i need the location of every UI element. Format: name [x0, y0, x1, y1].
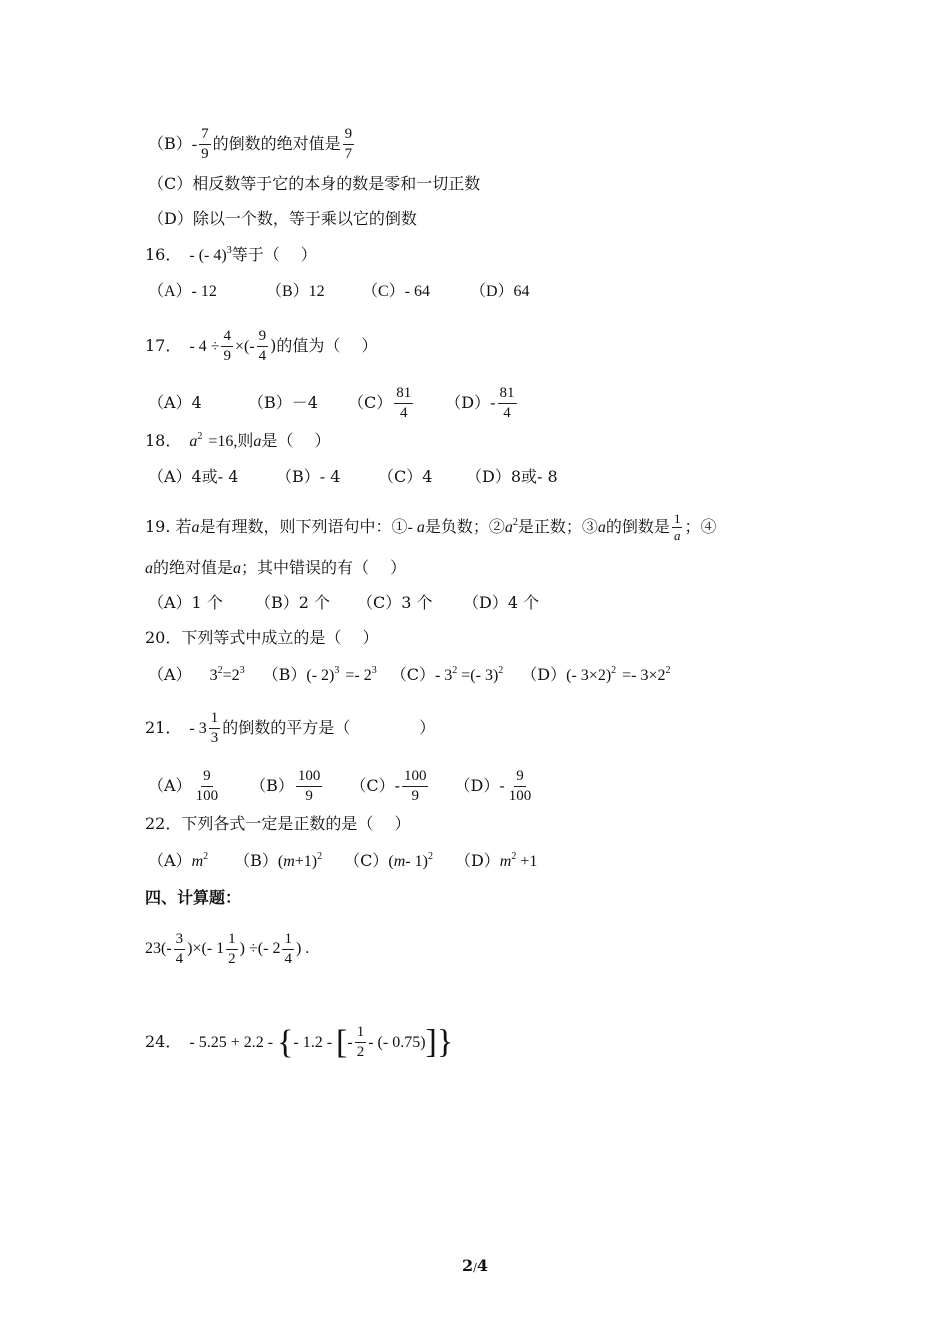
q22-options [148, 851, 537, 872]
q20-option-c-label: （C） [390, 665, 435, 684]
q21-f-num: 1 [209, 710, 221, 729]
page-total: 4 [476, 1256, 488, 1275]
q19-option-a: （A）1 个 [148, 593, 223, 612]
q19-line-2 [145, 558, 406, 579]
q21-option-c-label: （C）- [350, 776, 400, 795]
q15-b-mid-text: 的倒数的绝对值是 [212, 134, 341, 153]
q19-l1-a: 19. 若 [145, 517, 192, 536]
q15-option-d: （D）除以一个数，等于乘以它的倒数 [148, 209, 417, 228]
q24-bracket-close: ] [425, 1023, 437, 1061]
q19-var-1: a [191, 519, 200, 536]
q20-c-expr2: =(- 3) [461, 667, 499, 684]
q23-fraction-1 [174, 931, 186, 968]
page-number [462, 1256, 488, 1278]
q24-brace-open: { [277, 1023, 294, 1061]
q21-d-den: 100 [508, 788, 532, 804]
q21-a-den: 100 [195, 788, 219, 804]
q17-fraction-1 [221, 328, 233, 365]
q21-c-den: 9 [411, 788, 419, 804]
q22-c-exp: 2 [427, 851, 433, 862]
q20-options [148, 665, 671, 686]
q17-tail: )的值为（ ） [270, 336, 378, 355]
q19-line-1 [145, 512, 716, 543]
q22-c-post: - 1) [405, 853, 428, 870]
q17-d-num: 81 [498, 385, 517, 404]
q16-option-c: （C）- 64 [362, 283, 431, 300]
q21-number: 21． [145, 718, 182, 737]
q20-option-a-label: （A） [148, 665, 192, 684]
q23-f1-num: 3 [174, 931, 186, 950]
q20-a-expr2: =2 [222, 667, 240, 684]
q16-option-a: （A）- 12 [148, 283, 217, 300]
q18-option-b: （B）- 4 [276, 467, 341, 486]
q16-options [148, 282, 530, 302]
q23-fraction-3 [282, 931, 294, 968]
q22-c-var: m [393, 853, 406, 870]
q16-tail: 等于（ ） [231, 245, 317, 264]
q17-f1-den: 9 [223, 348, 231, 364]
q20-d-expr2: =- 3×2 [622, 667, 666, 684]
q18-eq: =16, [208, 433, 238, 450]
q23-expression [145, 931, 309, 968]
q16-exp: 3 [226, 245, 232, 256]
q19-l1-e: 是正数；③ [517, 517, 598, 536]
q19-option-c: （C）3 个 [357, 593, 433, 612]
section-4-title: 四、计算题： [145, 888, 242, 907]
q22-c-pre: ( [388, 853, 394, 870]
q20-b-e1: 3 [334, 665, 340, 676]
q17-number: 17． [145, 336, 182, 355]
q18-options [148, 467, 558, 487]
q20-d-e1: 2 [611, 665, 617, 676]
q20-a-expr1: 3 [209, 667, 218, 684]
q19-frac-num: 1 [673, 511, 681, 526]
q17-option-a: （A）4 [148, 393, 202, 412]
q20-b-expr2: =- 2 [345, 667, 372, 684]
q23-p1: (- [161, 940, 172, 958]
q20-b-expr1: (- 2) [306, 667, 335, 684]
q19-l1-d: 是负数；② [424, 517, 505, 536]
q19-l1-g: ；④ [684, 517, 717, 536]
q22-option-c-label: （C） [344, 851, 389, 870]
q19-l2-a: 的绝对值是 [153, 558, 234, 577]
q22-b-pre: ( [277, 853, 284, 870]
q23-fraction-2 [226, 931, 238, 968]
q19-exp: 2 [512, 517, 518, 528]
q19-fraction [672, 512, 683, 543]
q19-var-4: a [597, 519, 606, 536]
q21-option-a-fraction [194, 768, 221, 805]
q17-options [148, 385, 519, 422]
q21-option-d-label: （D）- [454, 776, 505, 795]
q24-p4: - (- 0.75) [368, 1034, 426, 1051]
q23-p2: )×(- 1 [187, 940, 225, 958]
q23-f1-den: 4 [175, 951, 184, 967]
q15-b-f1-den: 9 [201, 146, 209, 162]
q17-fraction-2 [257, 328, 269, 365]
q18-question [145, 431, 331, 452]
q23-p3: ) ÷(- 2 [239, 940, 281, 958]
q17-f2-den: 4 [258, 348, 267, 364]
q18-number: 18． [145, 431, 182, 450]
q18-var2: a [253, 433, 262, 450]
q24-p1: - 5.25 + 2.2 - [189, 1034, 274, 1051]
q17-option-d-fraction [498, 385, 517, 422]
q19-var-5: a [145, 560, 153, 577]
q22-question: 22．下列各式一定是正数的是（ ） [145, 814, 411, 833]
q15-b-fraction-2 [343, 126, 355, 163]
q20-a-e2: 3 [239, 665, 245, 676]
q19-l1-c: - [407, 519, 417, 536]
q21-option-a-label: （A） [148, 776, 192, 795]
q15-b-label: （B） [148, 134, 192, 153]
q21-option-d-fraction [507, 768, 534, 805]
q21-a-num: 9 [201, 768, 213, 787]
q20-c-expr1: - 3 [434, 667, 453, 684]
q17-f1-num: 4 [221, 328, 233, 347]
q23-f2-num: 1 [226, 931, 238, 950]
q19-option-b: （B）2 个 [255, 593, 331, 612]
q17-d-den: 4 [503, 405, 511, 421]
q19-l1-b: 是有理数，则下列语句中：① [199, 517, 408, 536]
q19-var-6: a [233, 560, 242, 577]
q23-number: 23 [145, 940, 161, 958]
q20-option-d-label: （D） [521, 665, 567, 684]
q16-number: 16． [145, 245, 182, 264]
q23-p4: ) . [295, 940, 310, 958]
q23-f3-num: 1 [282, 931, 294, 950]
q24-p3: - [347, 1034, 353, 1051]
q20-option-b-label: （B） [262, 665, 307, 684]
q15-b-f2-den: 7 [344, 146, 353, 162]
q15-b-f2-num: 9 [343, 126, 355, 145]
q24-bracket-open: [ [336, 1023, 348, 1061]
q15-b-minus: - [191, 136, 198, 153]
q24-f-den: 2 [356, 1044, 365, 1060]
q21-option-b-label: （B） [250, 776, 294, 795]
q20-d-e2: 2 [665, 665, 671, 676]
q21-c-num: 100 [402, 768, 429, 787]
q22-b-var: m [283, 853, 295, 870]
q18-option-d: （D）8或- 8 [466, 467, 558, 486]
q22-option-d-label: （D） [454, 851, 500, 870]
q24-fraction [355, 1024, 367, 1061]
q16-expr: - (- 4) [189, 247, 227, 264]
q17-option-b: （B）－4 [248, 393, 318, 412]
q23-f3-den: 4 [284, 951, 292, 967]
q24-number: 24． [145, 1032, 182, 1051]
q21-question [145, 710, 435, 747]
q24-f-num: 1 [355, 1024, 367, 1043]
q18-tail: 是（ ） [261, 431, 331, 450]
q17-c-den: 4 [400, 405, 408, 421]
q17-option-c-label: （C） [348, 393, 393, 412]
q21-b-den: 9 [305, 788, 313, 804]
q22-a-exp: 2 [203, 851, 209, 862]
q21-pre: - 3 [189, 720, 207, 737]
q21-options [148, 768, 535, 805]
q15-option-b [148, 126, 356, 163]
q16-option-b: （B）12 [266, 283, 325, 300]
q21-d-num: 9 [514, 768, 526, 787]
q23-f2-den: 2 [228, 951, 236, 967]
q15-option-c: （C）相反数等于它的本身的数是零和一切正数 [148, 174, 481, 193]
q20-a-e1: 2 [217, 665, 223, 676]
q18-option-c: （C）4 [378, 467, 433, 486]
q21-tail: 的倒数的平方是（ ） [222, 718, 436, 737]
q22-b-post: +1) [294, 853, 318, 870]
q20-c-e2: 2 [498, 665, 504, 676]
q22-option-b-label: （B） [234, 851, 278, 870]
q20-b-e2: 3 [371, 665, 377, 676]
q20-question: 20．下列等式中成立的是（ ） [145, 628, 379, 647]
q19-options [148, 593, 539, 613]
q16-question [145, 245, 317, 266]
q19-l2-b: ；其中错误的有（ ） [241, 558, 407, 577]
q15-b-fraction-1 [199, 126, 211, 163]
q18-exp: 2 [197, 431, 203, 442]
q21-option-c-fraction [402, 768, 429, 805]
q15-b-f1-num: 7 [199, 126, 211, 145]
q19-frac-den: a [673, 528, 681, 543]
q16-option-d: （D）64 [470, 283, 530, 300]
q22-d-exp: 2 [511, 851, 517, 862]
q17-option-c-fraction [394, 385, 413, 422]
q20-c-e1: 2 [452, 665, 458, 676]
q21-f-den: 3 [210, 730, 219, 746]
q24-p2: - 1.2 - [293, 1034, 333, 1051]
q22-option-a-label: （A） [148, 851, 192, 870]
q19-l1-f: 的倒数是 [605, 517, 670, 536]
q22-d-var: m [499, 853, 512, 870]
q24-expression [145, 1024, 453, 1061]
q21-b-num: 100 [296, 768, 323, 787]
q21-option-b-fraction [296, 768, 323, 805]
q18-var: a [189, 433, 198, 450]
q19-var-2: a [416, 519, 425, 536]
page-current: 2 [462, 1256, 474, 1275]
q22-d-post: +1 [520, 853, 538, 870]
q19-option-d: （D）4 个 [463, 593, 540, 612]
q17-question [145, 328, 378, 365]
q18-option-a: （A）4或- 4 [148, 467, 239, 486]
q17-f2-num: 9 [257, 328, 269, 347]
q22-a-var: m [191, 853, 204, 870]
q17-option-d-label: （D）- [445, 393, 496, 412]
q18-mid: 则 [237, 431, 254, 450]
q17-mid: ×(- [234, 338, 255, 355]
q17-c-num: 81 [394, 385, 413, 404]
q17-pre: - 4 ÷ [189, 338, 220, 355]
q21-fraction [209, 710, 221, 747]
q24-brace-close: } [436, 1023, 454, 1061]
q22-b-exp: 2 [317, 851, 323, 862]
q20-d-expr1: (- 3×2) [566, 667, 612, 684]
q19-var-3: a [504, 519, 513, 536]
page-sep: / [473, 1261, 477, 1274]
